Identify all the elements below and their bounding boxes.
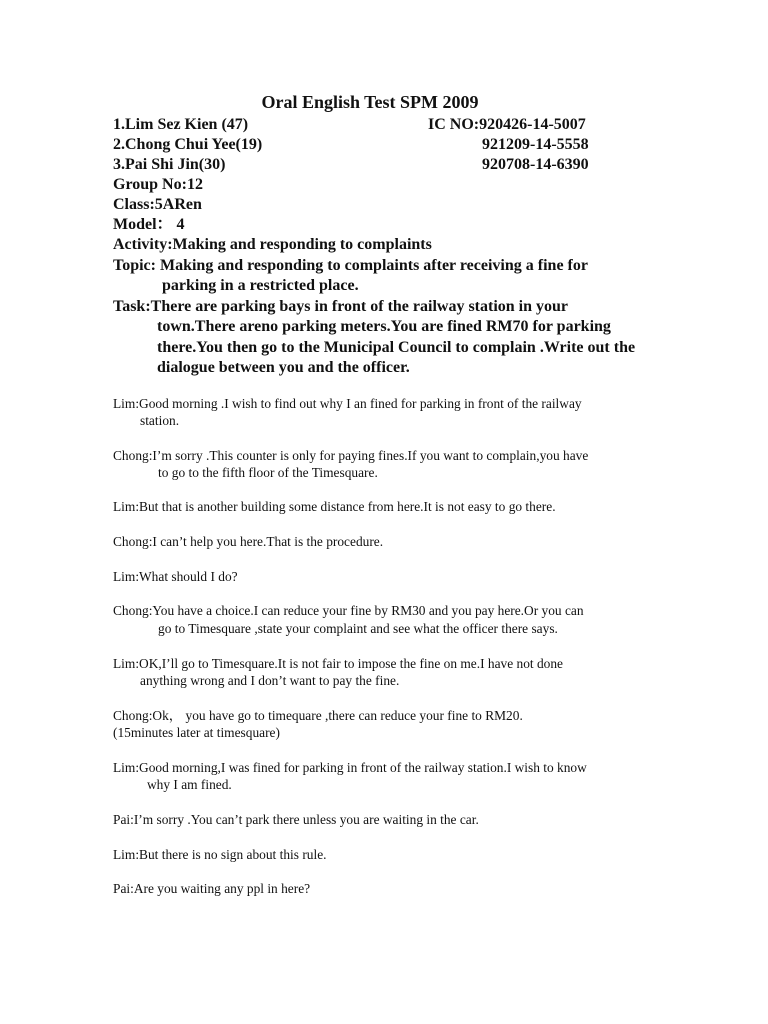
page-title: Oral English Test SPM 2009: [261, 92, 479, 112]
dialogue-stage-direction: (15minutes later at timesquare): [113, 725, 280, 740]
dialogue-continuation: station.: [140, 413, 180, 428]
task-line-2: town.There areno parking meters.You are fined RM70 for parking: [157, 318, 611, 335]
dialogue-continuation: why I am fined.: [147, 777, 232, 792]
student-2-ic: 921209-14-5558: [482, 136, 589, 153]
student-1-ic: IC NO:920426-14-5007: [428, 116, 586, 133]
dialogue-line: Lim:Good morning,I was fined for parking in front of the railway station.I wish to know: [113, 760, 587, 775]
dialogue-line: Lim:What should I do?: [113, 569, 238, 584]
dialogue-continuation: to go to the fifth floor of the Timesquare.: [158, 465, 378, 480]
dialogue-line: Chong:I can’t help you here.That is the procedure.: [113, 534, 384, 549]
dialogue-line: Lim:OK,I’ll go to Timesquare.It is not fair to impose the fine on me.I have not done: [113, 656, 563, 671]
task-line-1: Task:There are parking bays in front of the railway station in your: [113, 298, 569, 315]
dialogue-continuation: go to Timesquare ,state your complaint and see what the officer there says.: [158, 621, 558, 636]
dialogue-line: Pai:Are you waiting any ppl in here?: [113, 881, 311, 896]
dialogue-line: Chong:I’m sorry .This counter is only for paying fines.If you want to complain,you have: [113, 448, 589, 463]
student-2-name: 2.Chong Chui Yee(19): [113, 136, 263, 153]
group-number: Group No:12: [113, 176, 203, 193]
dialogue-continuation: anything wrong and I don’t want to pay the fine.: [140, 673, 400, 688]
task-line-4: dialogue between you and the officer.: [157, 359, 410, 376]
topic-line-2: parking in a restricted place.: [162, 277, 359, 294]
model-label: Model： 4: [113, 216, 185, 233]
dialogue-line: Pai:I’m sorry .You can’t park there unless you are waiting in the car.: [113, 812, 479, 827]
dialogue-line: Lim:Good morning .I wish to find out why I an fined for parking in front of the railway: [113, 396, 582, 411]
dialogue-line: Chong:You have a choice.I can reduce your fine by RM30 and you pay here.Or you can: [113, 603, 584, 618]
dialogue-line: Lim:But that is another building some distance from here.It is not easy to go there.: [113, 499, 556, 514]
dialogue-line: Lim:But there is no sign about this rule.: [113, 847, 327, 862]
activity-label: Activity:Making and responding to complaints: [113, 236, 432, 253]
task-line-3: there.You then go to the Municipal Council to complain .Write out the: [157, 339, 636, 356]
student-3-name: 3.Pai Shi Jin(30): [113, 156, 226, 173]
dialogue-line: Chong:Ok， you have go to timequare ,there can reduce your fine to RM20.: [113, 708, 523, 723]
topic-line-1: Topic: Making and responding to complaints after receiving a fine for: [113, 257, 588, 274]
class-label: Class:5ARen: [113, 196, 202, 213]
student-1-name: 1.Lim Sez Kien (47): [113, 116, 249, 133]
student-3-ic: 920708-14-6390: [482, 156, 589, 173]
